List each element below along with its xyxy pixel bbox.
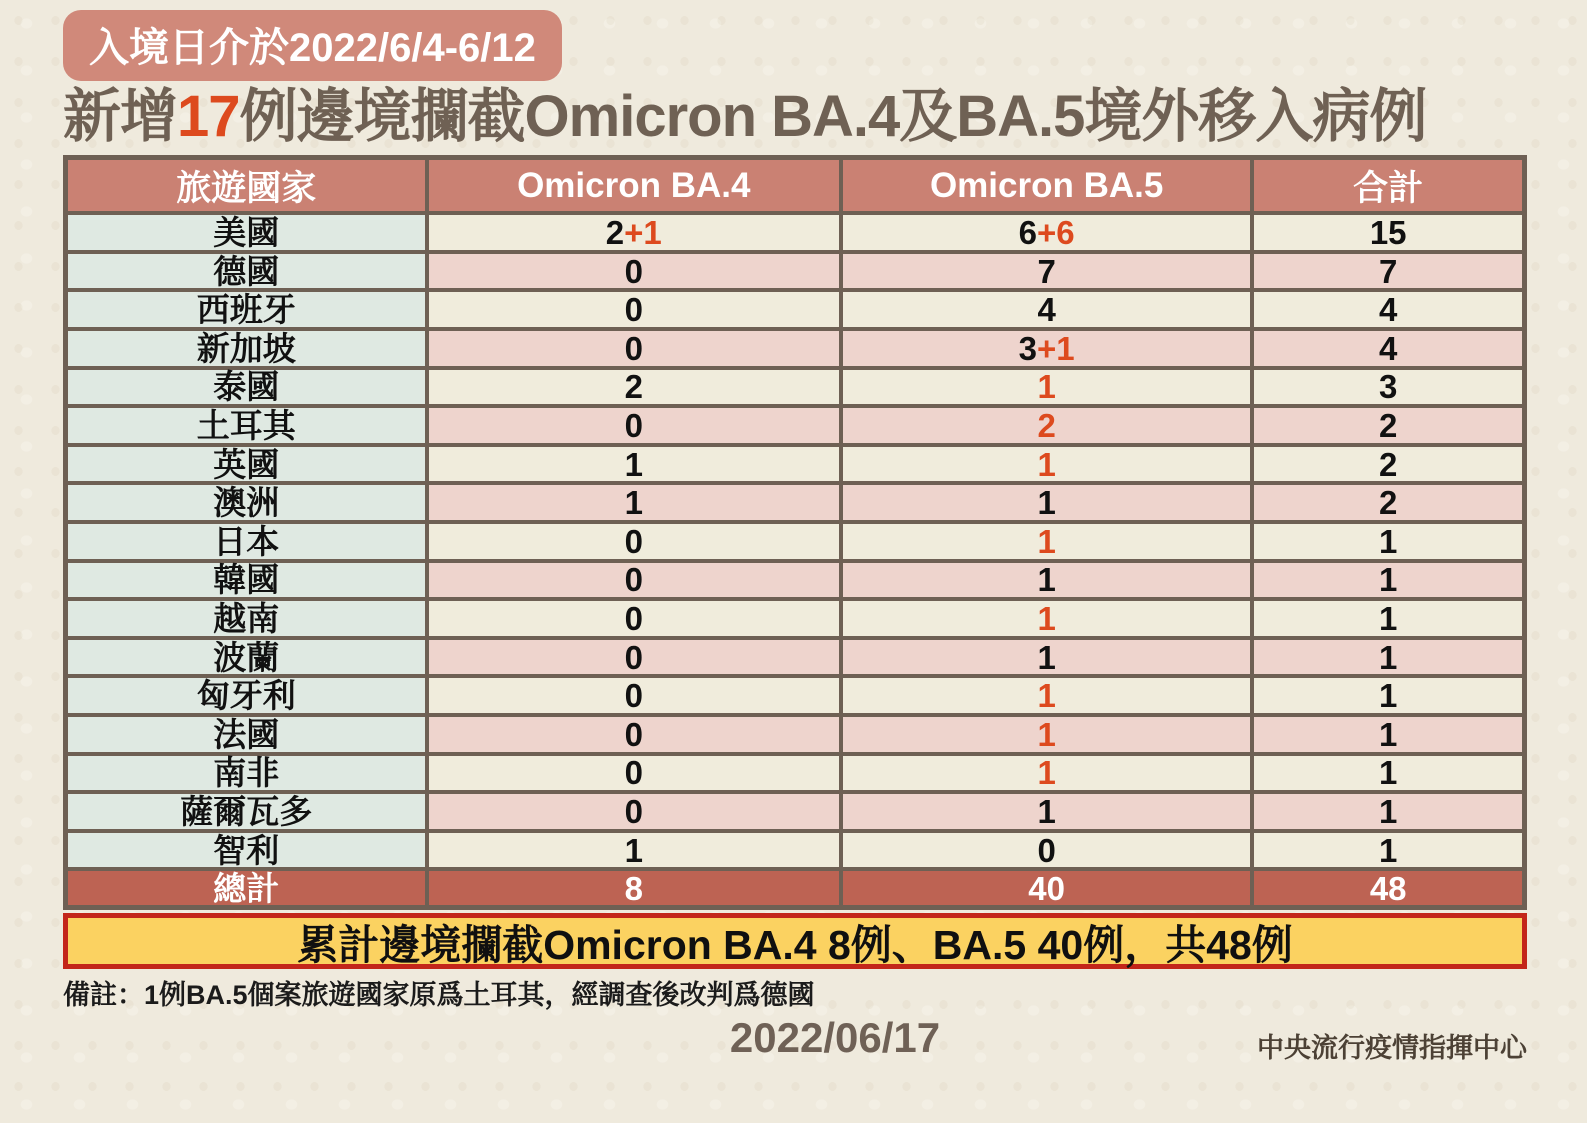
ba5-cell — [841, 252, 1252, 291]
case-count: 0 — [624, 715, 643, 753]
cases-table — [63, 155, 1527, 911]
table-row — [66, 754, 1525, 793]
ba4-cell — [427, 445, 841, 484]
case-count: 0 — [624, 600, 643, 638]
case-count: 1 — [624, 484, 643, 522]
totals-label: 總計 — [66, 869, 427, 908]
ba4-cell — [427, 290, 841, 329]
table-row — [66, 368, 1525, 407]
case-count: 1 — [1037, 561, 1056, 599]
ba4-cell — [427, 715, 841, 754]
case-count: 1 — [1037, 754, 1056, 792]
ba4-cell — [427, 638, 841, 677]
new-case-increment: +6 — [1037, 214, 1075, 252]
ba4-cell — [427, 754, 841, 793]
row-total-cell: 1 — [1252, 638, 1524, 677]
new-case-increment: +1 — [1037, 329, 1075, 367]
case-count: 0 — [624, 329, 643, 367]
ba5-cell — [841, 638, 1252, 677]
ba5-cell — [841, 445, 1252, 484]
row-total-cell: 2 — [1252, 406, 1524, 445]
case-count: 2 — [605, 214, 625, 252]
country-cell: 土耳其 — [66, 406, 427, 445]
ba5-cell — [841, 406, 1252, 445]
table-row — [66, 483, 1525, 522]
ba5-cell — [841, 329, 1252, 368]
header-total: 合計 — [1252, 157, 1524, 213]
ba5-cell — [841, 290, 1252, 329]
table-row — [66, 290, 1525, 329]
table-header — [66, 157, 1525, 213]
ba4-cell — [427, 252, 841, 291]
ba4-cell — [427, 329, 841, 368]
row-total-cell: 15 — [1252, 213, 1524, 252]
row-total-cell: 1 — [1252, 715, 1524, 754]
ba4-cell — [427, 406, 841, 445]
ba4-cell — [427, 483, 841, 522]
case-count: 1 — [1037, 677, 1056, 715]
case-count: 1 — [1037, 522, 1056, 560]
row-total-cell: 2 — [1252, 483, 1524, 522]
title-suffix: 例邊境攔截Omicron BA.4及BA.5境外移入病例 — [239, 84, 1427, 149]
cumulative-banner: 累計邊境攔截Omicron BA.4 8例、BA.5 40例，共48例 — [63, 913, 1527, 969]
case-count: 0 — [624, 407, 643, 445]
case-count: 0 — [624, 638, 643, 676]
ba5-cell — [841, 831, 1252, 870]
country-cell: 越南 — [66, 599, 427, 638]
country-cell: 西班牙 — [66, 290, 427, 329]
case-count: 0 — [624, 561, 643, 599]
ba4-cell — [427, 213, 841, 252]
case-count: 1 — [1037, 484, 1056, 522]
ba5-cell — [841, 599, 1252, 638]
case-count: 2 — [624, 368, 643, 406]
title-prefix: 新增 — [63, 84, 178, 149]
ba5-cell — [841, 483, 1252, 522]
table-body — [66, 213, 1525, 869]
ba5-cell — [841, 368, 1252, 407]
country-cell: 韓國 — [66, 561, 427, 600]
case-count: 2 — [1037, 407, 1056, 445]
row-total-cell: 1 — [1252, 561, 1524, 600]
case-count: 1 — [624, 831, 643, 869]
table-row — [66, 406, 1525, 445]
entry-date-badge: 入境日介於2022/6/4-6/12 — [63, 10, 562, 81]
totals-ba4: 8 — [427, 869, 841, 908]
case-count: 0 — [624, 522, 643, 560]
table-row — [66, 831, 1525, 870]
source-agency: 中央流行疫情指揮中心 — [1257, 1033, 1527, 1064]
row-total-cell: 1 — [1252, 522, 1524, 561]
row-total-cell: 2 — [1252, 445, 1524, 484]
country-cell: 美國 — [66, 213, 427, 252]
ba4-cell — [427, 599, 841, 638]
row-total-cell: 1 — [1252, 831, 1524, 870]
country-cell: 匈牙利 — [66, 676, 427, 715]
row-total-cell: 4 — [1252, 290, 1524, 329]
case-count: 0 — [1037, 831, 1056, 869]
ba4-cell — [427, 522, 841, 561]
page-title — [63, 85, 1530, 149]
ba4-cell — [427, 561, 841, 600]
table-row — [66, 329, 1525, 368]
ba5-cell — [841, 754, 1252, 793]
country-cell: 法國 — [66, 715, 427, 754]
table-row — [66, 252, 1525, 291]
country-cell: 英國 — [66, 445, 427, 484]
row-total-cell: 1 — [1252, 599, 1524, 638]
ba5-cell — [841, 522, 1252, 561]
totals-ba5: 40 — [841, 869, 1252, 908]
case-count: 6 — [1018, 214, 1038, 252]
title-highlight-count: 17 — [177, 84, 240, 149]
ba5-cell — [841, 213, 1252, 252]
ba4-cell — [427, 676, 841, 715]
row-total-cell: 1 — [1252, 754, 1524, 793]
table-row — [66, 213, 1525, 252]
country-cell: 日本 — [66, 522, 427, 561]
case-count: 0 — [624, 793, 643, 830]
case-count: 1 — [624, 445, 643, 483]
case-count: 0 — [624, 677, 643, 715]
header-country: 旅遊國家 — [66, 157, 427, 213]
totals-row — [66, 869, 1525, 908]
table-row — [66, 638, 1525, 677]
table-row — [66, 715, 1525, 754]
case-count: 1 — [1037, 715, 1056, 753]
case-count: 0 — [624, 252, 643, 290]
case-count: 7 — [1037, 252, 1056, 290]
case-count: 1 — [1037, 793, 1056, 830]
footnote: 備註：1例BA.5個案旅遊國家原爲土耳其，經調查後改判爲德國 — [63, 980, 815, 1011]
footer — [63, 1012, 1527, 1076]
totals-total: 48 — [1252, 869, 1524, 908]
ba4-cell — [427, 792, 841, 831]
case-count: 1 — [1037, 638, 1056, 676]
row-total-cell: 1 — [1252, 792, 1524, 831]
table-row — [66, 599, 1525, 638]
row-total-cell: 3 — [1252, 368, 1524, 407]
table-row — [66, 445, 1525, 484]
case-count: 4 — [1037, 291, 1056, 329]
country-cell: 泰國 — [66, 368, 427, 407]
case-count: 1 — [1037, 445, 1056, 483]
country-cell: 德國 — [66, 252, 427, 291]
case-count: 1 — [1037, 600, 1056, 638]
case-count: 3 — [1018, 329, 1038, 367]
table-row — [66, 522, 1525, 561]
table-row — [66, 561, 1525, 600]
case-count: 1 — [1037, 368, 1056, 406]
report-date: 2022/06/17 — [729, 1014, 941, 1062]
ba5-cell — [841, 792, 1252, 831]
header-ba5: Omicron BA.5 — [841, 157, 1252, 213]
country-cell: 南非 — [66, 754, 427, 793]
case-count: 0 — [624, 291, 643, 329]
case-count: 0 — [624, 754, 643, 792]
country-cell: 智利 — [66, 831, 427, 870]
table-footer — [66, 869, 1525, 908]
row-total-cell: 1 — [1252, 676, 1524, 715]
country-cell: 薩爾瓦多 — [66, 792, 427, 831]
row-total-cell: 7 — [1252, 252, 1524, 291]
country-cell: 新加坡 — [66, 329, 427, 368]
table-row — [66, 676, 1525, 715]
header-ba4: Omicron BA.4 — [427, 157, 841, 213]
ba5-cell — [841, 715, 1252, 754]
row-total-cell: 4 — [1252, 329, 1524, 368]
country-cell: 波蘭 — [66, 638, 427, 677]
ba4-cell — [427, 831, 841, 870]
header-row — [66, 157, 1525, 213]
ba5-cell — [841, 676, 1252, 715]
table-row — [66, 792, 1525, 831]
ba5-cell — [841, 561, 1252, 600]
new-case-increment: +1 — [624, 214, 662, 252]
ba4-cell — [427, 368, 841, 407]
country-cell: 澳洲 — [66, 483, 427, 522]
